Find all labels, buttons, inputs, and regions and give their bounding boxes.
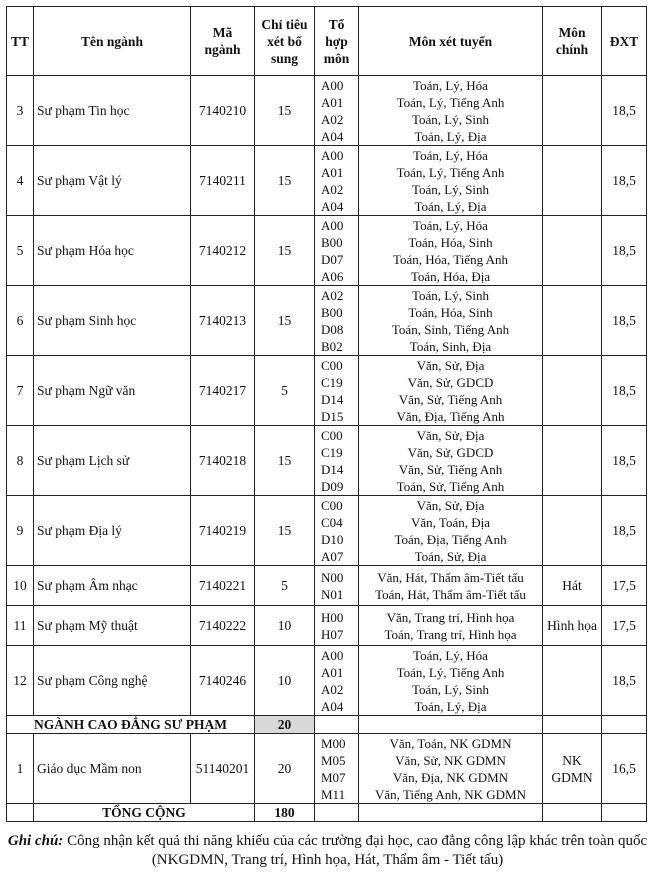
combo-code: D07 [321, 251, 344, 267]
row-ma-nganh: 7140218 [191, 426, 255, 496]
combo-code: A00 [321, 77, 344, 93]
combo-subjects: Toán, Hát, Thẩm âm-Tiết tấu [375, 586, 526, 602]
row-chi-tieu: 15 [255, 216, 315, 286]
row-ten-nganh: Sư phạm Âm nhạc [34, 566, 191, 606]
footnote-text: Công nhận kết quả thi năng khiếu của các trường đại học, cao đẳng công lập khác trên toàn quốc (NKGDMN, Trang trí, Hình họa, Hát, Thẩm âm - Tiết tấu) [63, 833, 648, 868]
empty-cell [602, 804, 647, 822]
row-to-hop [315, 76, 359, 146]
table-row [7, 286, 647, 356]
row-mon-chinh: NK GDMN [543, 734, 602, 804]
row-tt: 8 [7, 426, 34, 496]
combo-subjects: Văn, Tiếng Anh, NK GDMN [375, 786, 526, 802]
row-to-hop [315, 426, 359, 496]
combo-code: M07 [321, 769, 346, 785]
empty-cell [315, 804, 359, 822]
row-dxt: 18,5 [602, 426, 647, 496]
row-to-hop [315, 496, 359, 566]
row-to-hop [315, 646, 359, 716]
admission-table [6, 6, 647, 822]
row-dxt: 18,5 [602, 646, 647, 716]
combo-subjects: Toán, Hóa, Sinh [408, 304, 493, 320]
combo-code: B00 [321, 304, 343, 320]
combo-code: A01 [321, 94, 344, 110]
row-ten-nganh: Sư phạm Mỹ thuật [34, 606, 191, 646]
combo-subjects: Toán, Lý, Địa [414, 698, 487, 714]
combo-code: A04 [321, 198, 344, 214]
empty-cell [543, 804, 602, 822]
row-mon-xet [359, 566, 543, 606]
combo-code: D15 [321, 408, 344, 424]
combo-subjects: Văn, Địa, Tiếng Anh [396, 408, 505, 424]
row-tt: 6 [7, 286, 34, 356]
combo-subjects: Văn, Sử, Tiếng Anh [398, 461, 503, 477]
combo-code: A01 [321, 164, 344, 180]
empty-cell [7, 804, 34, 822]
row-mon-xet [359, 216, 543, 286]
header-ten-nganh: Tên ngành [34, 7, 191, 76]
combo-code: A00 [321, 147, 344, 163]
row-to-hop [315, 356, 359, 426]
combo-code: N00 [321, 569, 344, 585]
combo-subjects: Văn, Toán, NK GDMN [389, 735, 512, 751]
row-chi-tieu: 5 [255, 566, 315, 606]
combo-code: M05 [321, 752, 346, 768]
combo-subjects: Toán, Địa, Tiếng Anh [394, 531, 507, 547]
combo-code: A04 [321, 698, 344, 714]
row-mon-chinh [543, 496, 602, 566]
combo-code: H07 [321, 626, 344, 642]
section-title: NGÀNH CAO ĐẲNG SƯ PHẠM [7, 716, 255, 734]
combo-subjects: Toán, Sử, Tiếng Anh [396, 478, 505, 494]
combo-subjects: Văn, Sử, GDCD [407, 374, 494, 390]
row-mon-chinh [543, 426, 602, 496]
combo-subjects: Toán, Hóa, Tiếng Anh [392, 251, 508, 267]
row-tt: 4 [7, 146, 34, 216]
row-ma-nganh: 7140213 [191, 286, 255, 356]
combo-code: N01 [321, 586, 344, 602]
combo-code: A02 [321, 181, 344, 197]
combo-subjects: Văn, Sử, NK GDMN [395, 752, 506, 768]
empty-cell [315, 716, 359, 734]
row-ten-nganh: Sư phạm Công nghệ [34, 646, 191, 716]
row-dxt: 16,5 [602, 734, 647, 804]
combo-subjects: Toán, Trang trí, Hình họa [384, 626, 517, 642]
combo-subjects: Văn, Hát, Thẩm âm-Tiết tấu [377, 569, 524, 585]
row-ten-nganh: Sư phạm Ngữ văn [34, 356, 191, 426]
row-chi-tieu: 10 [255, 606, 315, 646]
combo-subjects: Toán, Lý, Tiếng Anh [396, 164, 505, 180]
row-tt: 10 [7, 566, 34, 606]
header-dxt: ĐXT [602, 7, 647, 76]
row-chi-tieu: 20 [255, 734, 315, 804]
table-row [7, 734, 647, 804]
combo-code: A00 [321, 217, 344, 233]
table-row [7, 76, 647, 146]
combo-subjects: Văn, Toán, Địa [411, 514, 490, 530]
row-tt: 11 [7, 606, 34, 646]
table-row [7, 606, 647, 646]
combo-code: B00 [321, 234, 343, 250]
combo-code: A04 [321, 128, 344, 144]
combo-code: A00 [321, 647, 344, 663]
row-ma-nganh: 7140217 [191, 356, 255, 426]
row-tt: 9 [7, 496, 34, 566]
row-ten-nganh: Sư phạm Địa lý [34, 496, 191, 566]
total-label: TỔNG CỘNG [34, 804, 255, 822]
row-ten-nganh: Sư phạm Hóa học [34, 216, 191, 286]
row-ma-nganh: 7140222 [191, 606, 255, 646]
row-ma-nganh: 7140246 [191, 646, 255, 716]
row-tt: 3 [7, 76, 34, 146]
row-mon-xet [359, 606, 543, 646]
row-ma-nganh: 51140201 [191, 734, 255, 804]
combo-code: C00 [321, 497, 343, 513]
empty-cell [359, 804, 543, 822]
combo-subjects: Toán, Lý, Sinh [411, 111, 490, 127]
row-to-hop [315, 286, 359, 356]
row-chi-tieu: 15 [255, 76, 315, 146]
row-mon-xet [359, 356, 543, 426]
empty-cell [602, 716, 647, 734]
row-dxt: 18,5 [602, 146, 647, 216]
row-mon-chinh [543, 646, 602, 716]
combo-code: D14 [321, 461, 344, 477]
combo-code: A02 [321, 287, 344, 303]
table-row [7, 566, 647, 606]
row-ten-nganh: Sư phạm Lịch sử [34, 426, 191, 496]
combo-subjects: Toán, Lý, Sinh [411, 681, 490, 697]
row-to-hop [315, 216, 359, 286]
footnote [0, 832, 655, 870]
table-row [7, 216, 647, 286]
header-tt: TT [7, 7, 34, 76]
row-mon-xet [359, 734, 543, 804]
section-chi-tieu: 20 [255, 716, 315, 734]
row-mon-chinh [543, 146, 602, 216]
combo-subjects: Toán, Hóa, Sinh [408, 234, 493, 250]
footnote-label: Ghi chú: [7, 833, 64, 849]
combo-code: A02 [321, 111, 344, 127]
combo-subjects: Toán, Lý, Địa [414, 128, 487, 144]
row-mon-chinh [543, 286, 602, 356]
header-mon-chinh: Môn chính [543, 7, 602, 76]
combo-code: D08 [321, 321, 344, 337]
combo-code: D10 [321, 531, 344, 547]
row-to-hop [315, 146, 359, 216]
combo-subjects: Văn, Trang trí, Hình họa [386, 609, 515, 625]
combo-code: D14 [321, 391, 344, 407]
combo-code: H00 [321, 609, 344, 625]
row-ten-nganh: Giáo dục Mầm non [34, 734, 191, 804]
row-ma-nganh: 7140221 [191, 566, 255, 606]
table-row [7, 356, 647, 426]
row-mon-chinh [543, 356, 602, 426]
row-ma-nganh: 7140211 [191, 146, 255, 216]
row-to-hop [315, 566, 359, 606]
row-mon-chinh: Hát [543, 566, 602, 606]
combo-code: M00 [321, 735, 346, 751]
header-mon-xet: Môn xét tuyển [359, 7, 543, 76]
row-to-hop [315, 734, 359, 804]
header-to-hop: Tổ hợp môn [315, 7, 359, 76]
combo-code: C00 [321, 357, 343, 373]
row-dxt: 17,5 [602, 606, 647, 646]
combo-code: A06 [321, 268, 344, 284]
combo-subjects: Toán, Lý, Sinh [411, 287, 490, 303]
row-ma-nganh: 7140219 [191, 496, 255, 566]
row-mon-xet [359, 426, 543, 496]
total-row [7, 804, 647, 822]
combo-code: A07 [321, 548, 344, 564]
combo-subjects: Toán, Lý, Hóa [413, 77, 488, 93]
row-dxt: 18,5 [602, 286, 647, 356]
row-tt: 7 [7, 356, 34, 426]
combo-subjects: Văn, Sử, Địa [416, 427, 485, 443]
combo-code: C04 [321, 514, 343, 530]
row-mon-xet [359, 146, 543, 216]
combo-subjects: Văn, Sử, Địa [416, 357, 485, 373]
combo-subjects: Toán, Lý, Tiếng Anh [396, 664, 505, 680]
row-ten-nganh: Sư phạm Sinh học [34, 286, 191, 356]
row-dxt: 18,5 [602, 216, 647, 286]
combo-subjects: Văn, Sử, Địa [416, 497, 485, 513]
row-mon-xet [359, 286, 543, 356]
total-value: 180 [255, 804, 315, 822]
combo-subjects: Toán, Lý, Hóa [413, 217, 488, 233]
combo-subjects: Toán, Hóa, Địa [410, 268, 491, 284]
row-ten-nganh: Sư phạm Tin học [34, 76, 191, 146]
header-row [7, 7, 647, 76]
combo-subjects: Toán, Lý, Sinh [411, 181, 490, 197]
row-tt: 1 [7, 734, 34, 804]
row-dxt: 17,5 [602, 566, 647, 606]
combo-code: A02 [321, 681, 344, 697]
row-mon-chinh: Hình họa [543, 606, 602, 646]
combo-subjects: Toán, Lý, Tiếng Anh [396, 94, 505, 110]
row-chi-tieu: 15 [255, 146, 315, 216]
row-dxt: 18,5 [602, 356, 647, 426]
combo-subjects: Toán, Sinh, Địa [409, 338, 492, 354]
combo-subjects: Toán, Lý, Hóa [413, 147, 488, 163]
combo-subjects: Toán, Sinh, Tiếng Anh [391, 321, 510, 337]
combo-subjects: Toán, Lý, Hóa [413, 647, 488, 663]
row-ma-nganh: 7140212 [191, 216, 255, 286]
row-dxt: 18,5 [602, 496, 647, 566]
row-mon-xet [359, 646, 543, 716]
row-chi-tieu: 15 [255, 496, 315, 566]
row-to-hop [315, 606, 359, 646]
row-ten-nganh: Sư phạm Vật lý [34, 146, 191, 216]
combo-code: A01 [321, 664, 344, 680]
row-mon-chinh [543, 76, 602, 146]
row-chi-tieu: 5 [255, 356, 315, 426]
section-row [7, 716, 647, 734]
combo-subjects: Văn, Địa, NK GDMN [392, 769, 509, 785]
combo-code: B02 [321, 338, 343, 354]
table-body [7, 76, 647, 822]
row-tt: 12 [7, 646, 34, 716]
header-chi-tieu: Chỉ tiêu xét bổ sung [255, 7, 315, 76]
combo-code: C19 [321, 444, 343, 460]
table-row [7, 146, 647, 216]
empty-cell [543, 716, 602, 734]
row-mon-chinh [543, 216, 602, 286]
combo-code: M11 [321, 786, 346, 802]
row-mon-xet [359, 496, 543, 566]
row-tt: 5 [7, 216, 34, 286]
table-row [7, 426, 647, 496]
combo-code: C19 [321, 374, 343, 390]
combo-subjects: Toán, Lý, Địa [414, 198, 487, 214]
row-mon-xet [359, 76, 543, 146]
row-ma-nganh: 7140210 [191, 76, 255, 146]
row-chi-tieu: 10 [255, 646, 315, 716]
combo-code: D09 [321, 478, 344, 494]
row-dxt: 18,5 [602, 76, 647, 146]
combo-subjects: Toán, Sử, Địa [414, 548, 487, 564]
empty-cell [359, 716, 543, 734]
row-chi-tieu: 15 [255, 426, 315, 496]
header-ma-nganh: Mã ngành [191, 7, 255, 76]
combo-subjects: Văn, Sử, GDCD [407, 444, 494, 460]
table-row [7, 646, 647, 716]
table-row [7, 496, 647, 566]
combo-subjects: Văn, Sử, Tiếng Anh [398, 391, 503, 407]
admission-table-wrapper [6, 6, 647, 822]
row-chi-tieu: 15 [255, 286, 315, 356]
combo-code: C00 [321, 427, 343, 443]
